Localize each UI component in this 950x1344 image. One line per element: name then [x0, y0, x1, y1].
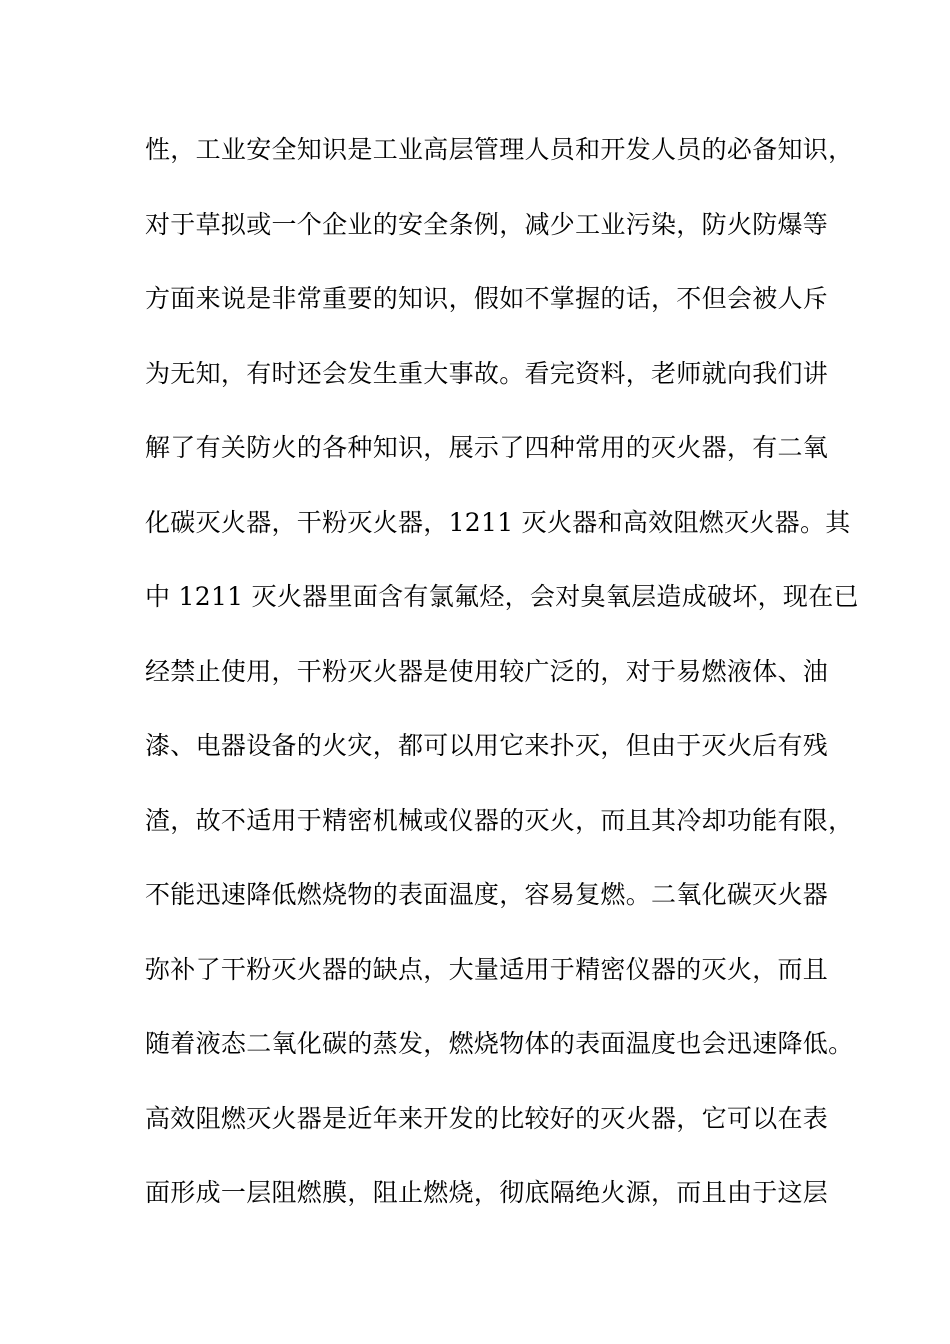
text-line: 经禁止使用，干粉灭火器是使用较广泛的，对于易燃液体、油	[145, 656, 829, 686]
text-line: 弥补了干粉灭火器的缺点，大量适用于精密仪器的灭火，而且	[145, 954, 829, 984]
text-line: 方面来说是非常重要的知识，假如不掌握的话，不但会被人斥	[145, 284, 829, 313]
text-line: 化碳灭火器，干粉灭火器，1211 灭火器和高效阻燃灭火器。其	[145, 507, 851, 537]
text-line: 中 1211 灭火器里面含有氯氟烃，会对臭氧层造成破坏，现在已	[145, 582, 859, 611]
text-line: 高效阻燃灭火器是近年来开发的比较好的灭火器，它可以在表	[145, 1103, 829, 1133]
text-line: 渣，故不适用于精密机械或仪器的灭火，而且其冷却功能有限，	[145, 805, 854, 835]
text-line: 对于草拟或一个企业的安全条例，减少工业污染，防火防爆等	[145, 209, 829, 239]
text-line: 漆、电器设备的火灾，都可以用它来扑灭，但由于灭火后有残	[145, 731, 829, 760]
text-line: 不能迅速降低燃烧物的表面温度，容易复燃。二氧化碳灭火器	[145, 880, 829, 909]
text-line: 解了有关防火的各种知识，展示了四种常用的灭火器，有二氧	[145, 433, 829, 462]
text-line: 性，工业安全知识是工业高层管理人员和开发人员的必备知识，	[145, 135, 854, 164]
text-line: 为无知，有时还会发生重大事故。看完资料，老师就向我们讲	[145, 358, 829, 388]
text-line: 面形成一层阻燃膜，阻止燃烧，彻底隔绝火源，而且由于这层	[145, 1178, 829, 1207]
text-line: 随着液态二氧化碳的蒸发，燃烧物体的表面温度也会迅速降低。	[145, 1029, 854, 1058]
body-text	[145, 130, 859, 1248]
